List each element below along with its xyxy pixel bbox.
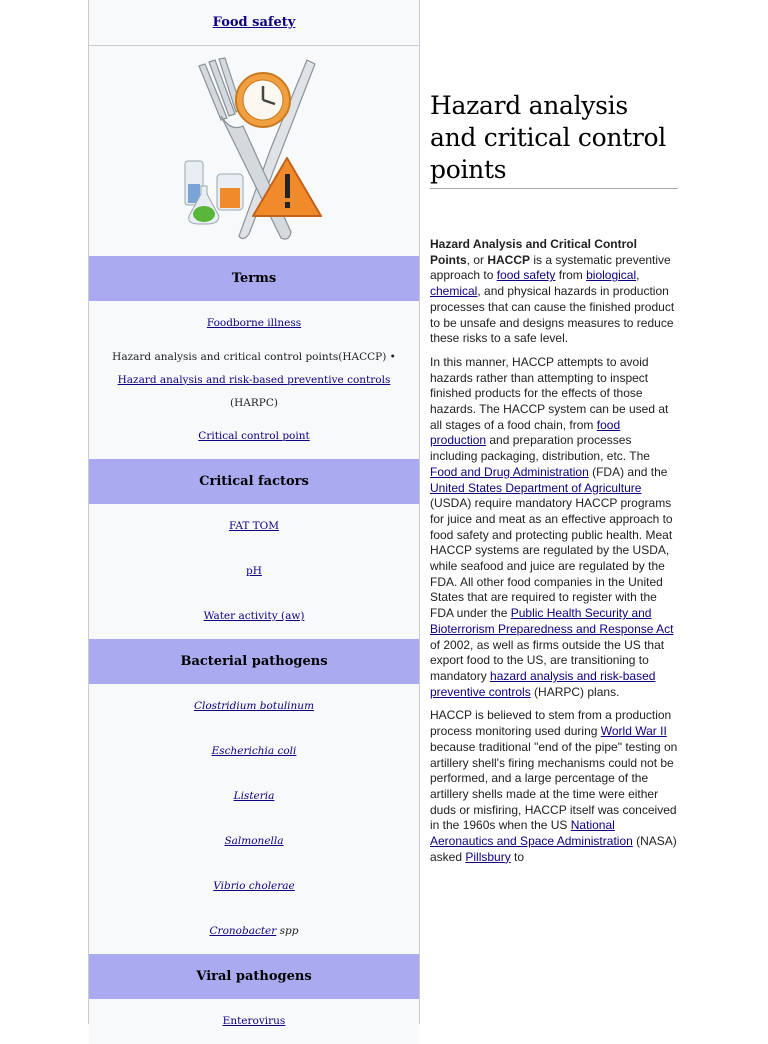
article-link[interactable]: Food and Drug Administration (430, 464, 589, 479)
navbox-item (89, 774, 419, 819)
article-text: because traditional "end of the pipe" testing on artillery shell's firing mechanisms could not be performed, and a large percentage of the artillery shells made at the time were either duds or misfiring, HACCP itself was conceived in the 1960s when the US (430, 739, 678, 833)
article-link[interactable]: Pillsbury (465, 849, 511, 864)
navbox-group-list (89, 684, 419, 954)
navbox-food-safety (88, 0, 420, 1027)
food-safety-icon (179, 56, 329, 246)
navbox-group-list (89, 504, 419, 639)
navbox-group-list (89, 301, 419, 459)
navbox-item (89, 729, 419, 774)
navbox-text: spp (276, 925, 299, 937)
article-text: , and physical hazards in production processes that can cause the finished product to be unsafe and designs measures to reduce these risks to a safe level. (430, 284, 675, 346)
navbox-link[interactable]: Hazard analysis and risk-based preventive controls (117, 373, 391, 386)
navbox-link[interactable]: Listeria (233, 790, 275, 802)
article-text: (NASA) asked (430, 834, 677, 864)
navbox-item (89, 819, 419, 864)
article-text: and preparation processes including packaging, distribution, etc. The (430, 433, 650, 464)
article-paragraph (430, 708, 678, 865)
navbox-link[interactable]: Cronobacter (209, 925, 277, 937)
article-link[interactable]: National Aeronautics and Space Administration (430, 818, 633, 849)
bold-term: HACCP (487, 252, 531, 267)
navbox-group-heading: Viral pathogens (89, 954, 419, 999)
page-title: Hazard analysis and critical control points (430, 90, 678, 189)
navbox-item (89, 684, 419, 729)
article-link[interactable]: chemical (430, 284, 478, 299)
navbox-link[interactable]: Vibrio cholerae (213, 880, 295, 892)
article-paragraph (430, 237, 678, 347)
navbox-link[interactable]: Clostridium botulinum (193, 700, 315, 712)
navbox-group-list (89, 999, 419, 1044)
navbox-link[interactable]: Salmonella (224, 835, 284, 847)
article-text: , (636, 268, 640, 283)
navbox-link[interactable]: pH (246, 565, 262, 577)
navbox-link[interactable]: FAT TOM (228, 520, 280, 532)
navbox-item (89, 594, 419, 639)
navbox-text: Hazard analysis and critical control points(HACCP) (112, 350, 387, 363)
article-link[interactable]: food production (430, 417, 621, 448)
article-text: In this manner, HACCP attempts to avoid hazards rather than attempting to inspect finished products for the effects of those hazards. The HACCP system can be used at all stages of a food chain, from (430, 354, 669, 432)
navbox-item (89, 414, 419, 459)
navbox-sections (89, 256, 419, 1044)
navbox-item (89, 346, 419, 414)
navbox-text: • (386, 350, 396, 363)
navbox-item (89, 864, 419, 909)
article-text: , or (466, 252, 488, 267)
navbox-title-link[interactable]: Food safety (212, 15, 296, 30)
article-text: (FDA) and the (588, 464, 668, 479)
article-text: of 2002, as well as firms outside the US that export food to the US, are transitioning to mandatory (430, 637, 665, 683)
article-text: from (555, 268, 587, 283)
navbox-group-heading: Bacterial pathogens (89, 639, 419, 684)
article-body (430, 237, 678, 873)
navbox-link[interactable]: Water activity (aw) (203, 610, 305, 622)
article-link[interactable]: food safety (496, 268, 556, 283)
article-text: to (510, 849, 525, 864)
article-link[interactable]: hazard analysis and risk-based preventive controls (430, 668, 656, 699)
article-link[interactable]: biological (586, 268, 637, 283)
navbox-link[interactable]: Critical control point (198, 430, 310, 442)
navbox-link[interactable]: Escherichia coli (211, 745, 297, 757)
navbox-group-heading: Critical factors (89, 459, 419, 504)
article-link[interactable]: Public Health Security and Bioterrorism Preparedness and Response Act (430, 606, 674, 636)
navbox-item (89, 549, 419, 594)
navbox-text: (HARPC) (230, 396, 278, 409)
navbox-group-heading: Terms (89, 256, 419, 301)
navbox-item (89, 909, 419, 954)
article-text: is a systematic preventive approach to (430, 252, 671, 283)
article-link[interactable]: United States Department of Agriculture (430, 480, 642, 495)
navbox-item (89, 999, 419, 1044)
navbox-title (89, 0, 419, 45)
bold-term: Hazard Analysis and Critical Control Points (430, 237, 637, 267)
navbox-link[interactable]: Foodborne illness (206, 317, 302, 329)
article-link[interactable]: World War II (600, 724, 667, 739)
article-text: (HARPC) plans. (530, 684, 620, 699)
navbox-item (89, 301, 419, 346)
food-safety-image[interactable] (89, 45, 419, 256)
article-text: (USDA) require mandatory HACCP programs for juice and meat as an effective approach to food safety and protecting public health. Meat HACCP systems are regulated by the USDA, while seafood and juice are regulated by the FDA. All other food companies in the United States that are required to register with the FDA under the (430, 496, 673, 621)
article-text: HACCP is believed to stem from a production process monitoring used during (430, 708, 672, 739)
article-paragraph (430, 355, 678, 700)
navbox-link[interactable]: Enterovirus (222, 1015, 286, 1027)
navbox-item (89, 504, 419, 549)
